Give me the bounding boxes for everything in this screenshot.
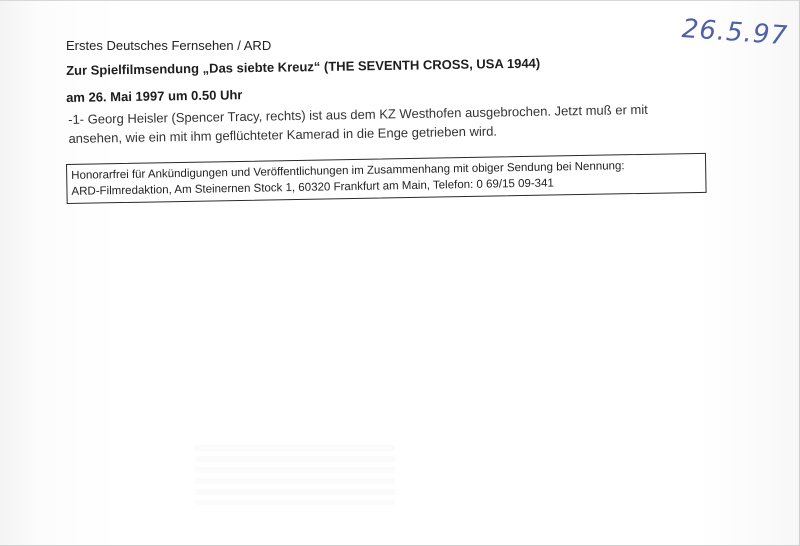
print-bleed-through	[195, 445, 395, 505]
broadcast-date-line: am 26. Mai 1997 um 0.50 Uhr	[66, 87, 243, 105]
caption-line-2: ansehen, wie ein mit ihm geflüchteter Kamerad in die Enge getrieben wird.	[68, 123, 498, 146]
broadcaster-line: Erstes Deutsches Fernsehen / ARD	[66, 38, 272, 53]
rights-line-1: Honorarfrei für Ankündigungen und Veröffentlichungen im Zusammenhang mit obiger Sendung bei Nennung:	[71, 160, 625, 182]
handwritten-date: 26.5.97	[680, 14, 789, 52]
rights-line-2: ARD-Filmredaktion, Am Steinernen Stock 1, 60320 Frankfurt am Main, Telefon: 0 69/15 09-341	[71, 177, 554, 198]
caption-line-1: -1- Georg Heisler (Spencer Tracy, rechts) ist aus dem KZ Westhofen ausgebrochen. Jetzt muß er mit	[68, 101, 648, 127]
film-title-line: Zur Spielfilmsendung „Das siebte Kreuz“ (THE SEVENTH CROSS, USA 1944)	[66, 55, 541, 78]
